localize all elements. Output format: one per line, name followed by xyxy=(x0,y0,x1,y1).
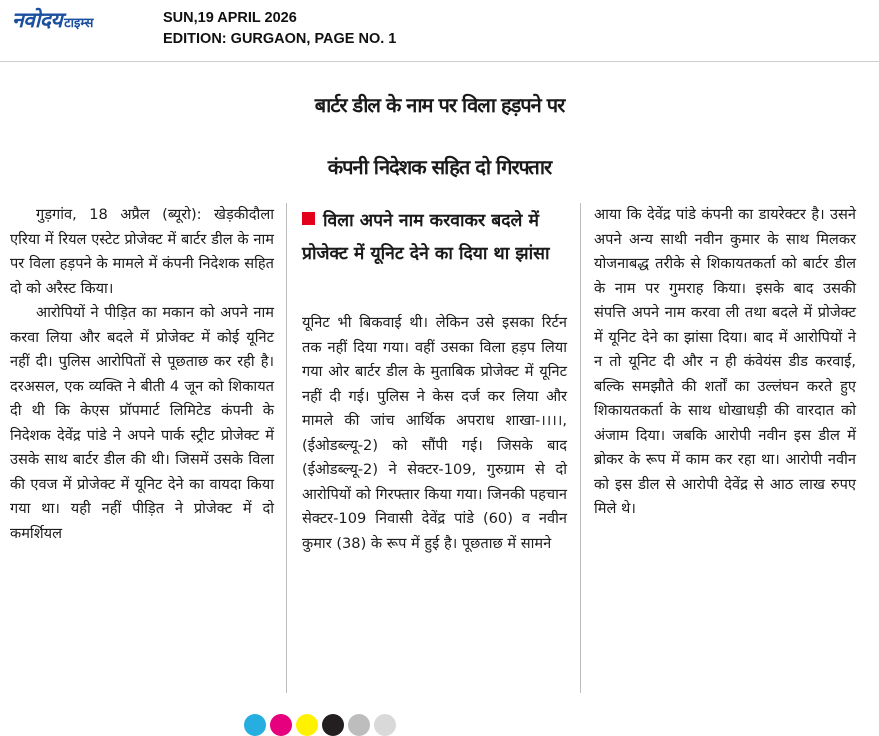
headline-line-2: कंपनी निदेशक सहित दो गिरफ्तार xyxy=(327,155,552,179)
article-column-1 xyxy=(10,203,274,546)
logo-main-text: नवोदय xyxy=(12,8,63,32)
masthead-divider xyxy=(0,61,879,62)
article-highlight-box xyxy=(302,205,567,271)
column-divider xyxy=(286,203,287,693)
article-headline xyxy=(0,74,879,198)
masthead xyxy=(0,0,879,62)
color-swatch xyxy=(244,714,266,736)
edition-line: EDITION: GURGAON, PAGE NO. 1 xyxy=(163,31,397,47)
edition-meta xyxy=(163,8,396,50)
article-column-3 xyxy=(594,203,856,522)
red-bullet-icon xyxy=(302,212,315,225)
color-swatch xyxy=(270,714,292,736)
paragraph-body: आया कि देवेंद्र पांडे कंपनी का डायरेक्टर है। उसने अपने अन्य साथी नवीन कुमार के साथ मिलकर योजनाबद्ध तरीके से शिकायतकर्ता को बार्टर डील के नाम पर गुमराह किया। इसके बाद उसकी संपत्ति अपने नाम करवा ली तथा बदले में प्रोजेक्ट में यूनिट देने का झांसा दिया। बाद में आरोपियों ने न तो यूनिट दी और न ही कंवेयंस डीड करवाई, बल्कि समझौते की शर्तों का उल्लंघन करते हुए शिकायतकर्ता के साथ धोखाधड़ी की वारदात को अंजाम दिया। जबकि आरोपी नवीन इस डील में ब्रोकर के रूप में काम कर रहा था। आरोपी नवीन को इस डील से आरोपी देवेंद्र से आठ लाख रुपए मिले थे। xyxy=(594,206,856,517)
color-swatch xyxy=(348,714,370,736)
column-divider xyxy=(580,203,581,693)
paragraph-body: यूनिट भी बिकवाई थी। लेकिन उसे इसका रिर्टन तक नहीं दिया गया। वहीं उसका विला हड़प लिया गया ओर बार्टर डील के मुताबिक प्रोजेक्ट में यूनिट नहीं दी गई। पुलिस ने केस दर्ज कर लिया और मामले की जांच आर्थिक अपराध शाखा-।।।।, (ईओडब्ल्यू-2) को सौंपी गई। जिसके बाद (ईओडब्ल्यू-2) ने सेक्टर-109, गुरुग्राम से दो आरोपियों को गिरफ्तार किया गया। जिनकी पहचान सेक्टर-109 निवासी देवेंद्र पांडे (60) व नवीन कुमार (38) के रूप में हुई है। पूछताछ में सामने xyxy=(302,314,567,552)
date-line: SUN,19 APRIL 2026 xyxy=(163,10,297,26)
paragraph-body: आरोपियों ने पीड़ित का मकान को अपने नाम करवा लिया और बदले में प्रोजेक्ट में कोई यूनिट नहीं दी। पुलिस आरोपितों से पूछताछ कर रही है। दरअसल, एक व्यक्ति ने बीती 4 जून को शिकायत दी थी कि केएस प्रॉपमार्ट लिमिटेड कंपनी के निदेशक देवेंद्र पांडे ने अपने पार्क स्ट्रीट प्रोजेक्ट में उसके साथ बार्टर डील की थी। जिसमें उसके विला की एवज में प्रोजेक्ट में यूनिट देने का वायदा किया गया था। यही नहीं पीड़ित ने प्रोजेक्ट में दो कमर्शियल xyxy=(10,304,274,542)
newspaper-logo xyxy=(12,6,93,32)
highlight-text: विला अपने नाम करवाकर बदले में प्रोजेक्ट में यूनिट देने का दिया था झांसा xyxy=(302,211,550,264)
color-swatch xyxy=(322,714,344,736)
article-column-2 xyxy=(302,311,567,556)
paragraph-dateline: गुड़गांव, 18 अप्रैल (ब्यूरो): खेड़कीदौला एरिया में रियल एस्टेट प्रोजेक्ट में बार्टर डील के नाम पर विला हड़पने के मामले में कंपनी निदेशक सहित दो को अरैस्ट किया। xyxy=(10,206,274,297)
color-swatch xyxy=(374,714,396,736)
print-color-swatches xyxy=(244,714,396,734)
headline-line-1: बार्टर डील के नाम पर विला हड़पने पर xyxy=(314,93,565,117)
logo-sub-text: टाइम्स xyxy=(64,16,94,31)
color-swatch xyxy=(296,714,318,736)
